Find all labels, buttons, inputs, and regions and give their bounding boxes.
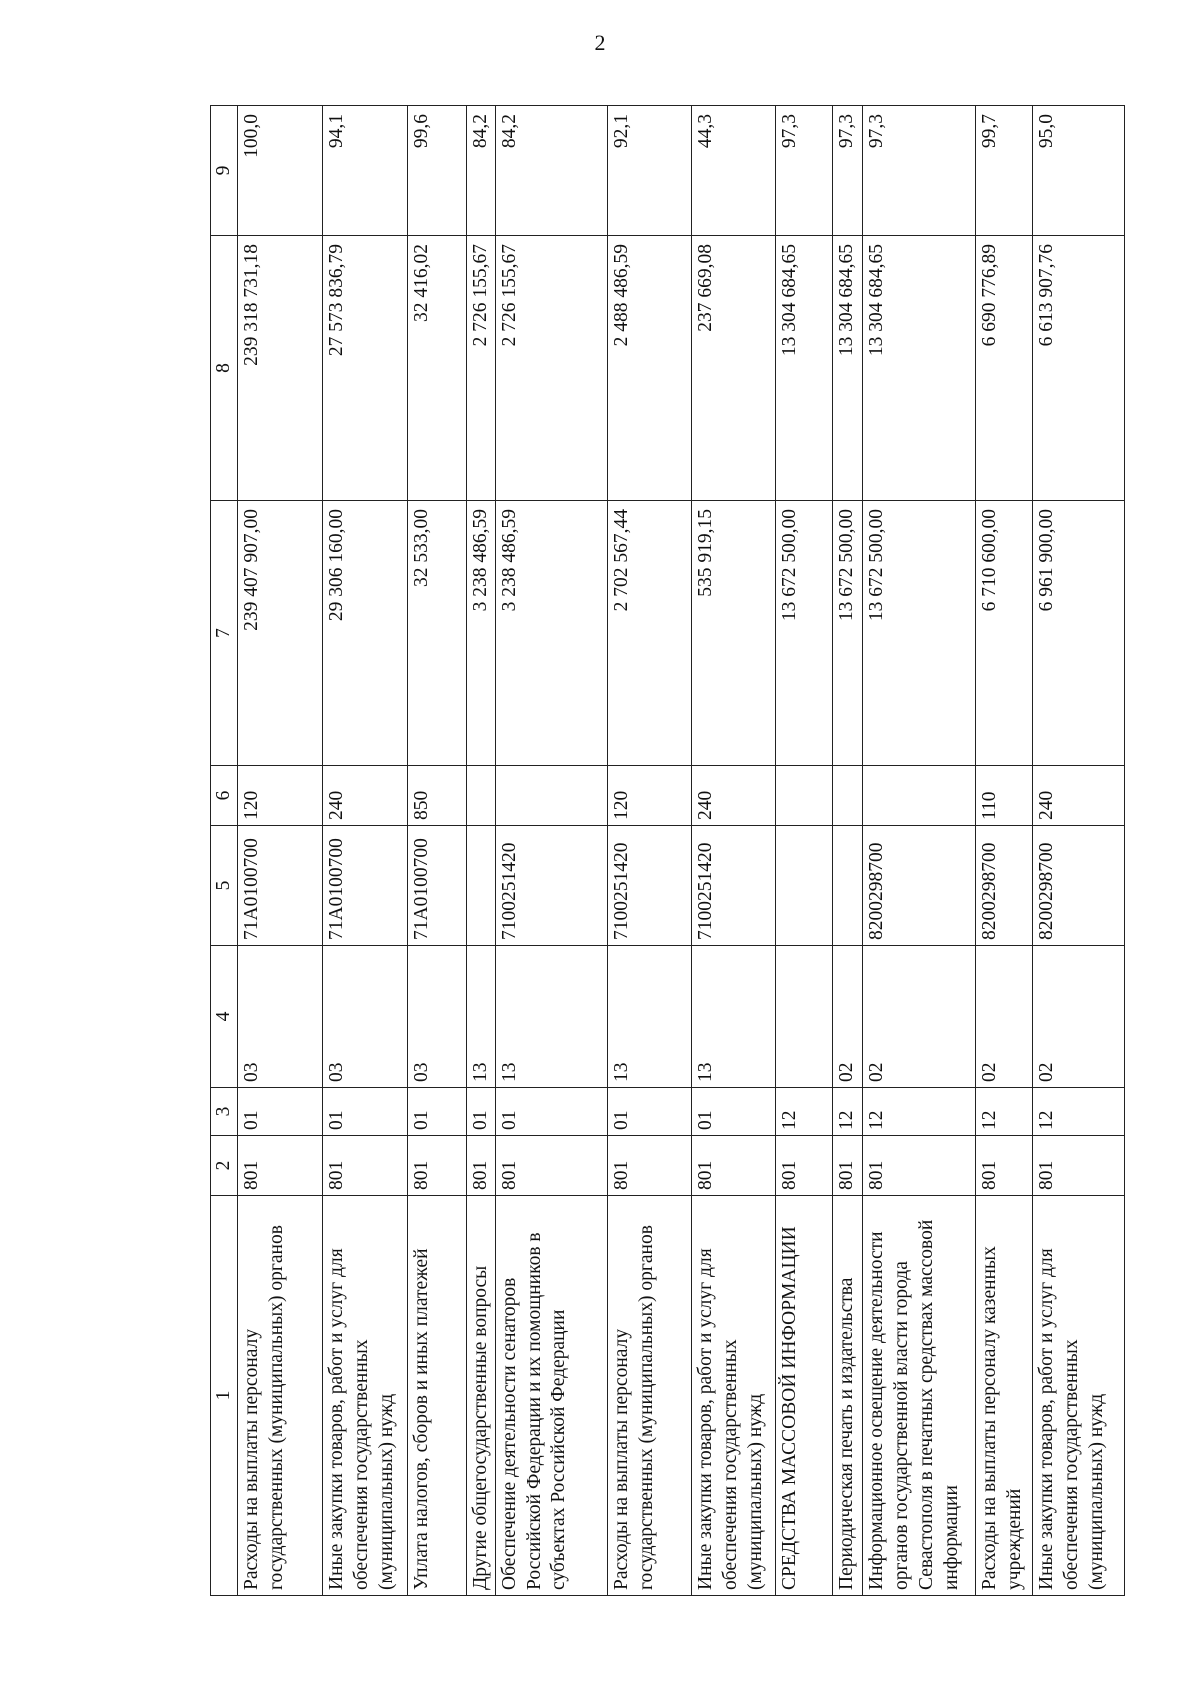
cell-subsection: 13 <box>607 946 691 1088</box>
cell-section: 01 <box>692 1088 776 1136</box>
cell-admin-code: 801 <box>323 1136 408 1196</box>
cell-percent: 84,2 <box>466 106 495 236</box>
cell-admin-code: 801 <box>863 1136 975 1196</box>
cell-section: 01 <box>238 1088 323 1136</box>
row-name: Расходы на выплаты персоналу государственных (муниципальных) органов <box>238 1196 323 1596</box>
cell-expense-type: 240 <box>1032 766 1124 826</box>
row-name: Иные закупки товаров, работ и услуг для обеспечения государственных (муниципальных) нужд <box>1032 1196 1124 1596</box>
cell-actual: 32 416,02 <box>408 236 466 501</box>
cell-target-code: 7100251420 <box>607 826 691 946</box>
header-cell: 1 <box>211 1196 238 1596</box>
cell-actual: 2 726 155,67 <box>466 236 495 501</box>
cell-plan: 13 672 500,00 <box>776 501 833 766</box>
header-cell: 6 <box>211 766 238 826</box>
header-cell: 7 <box>211 501 238 766</box>
row-name: СРЕДСТВА МАССОВОЙ ИНФОРМАЦИИ <box>776 1196 833 1596</box>
cell-section: 12 <box>975 1088 1032 1136</box>
header-cell: 4 <box>211 946 238 1088</box>
cell-expense-type: 240 <box>692 766 776 826</box>
table-row <box>238 106 323 1596</box>
row-name: Уплата налогов, сборов и иных платежей <box>408 1196 466 1596</box>
cell-percent: 94,1 <box>323 106 408 236</box>
cell-percent: 92,1 <box>607 106 691 236</box>
cell-actual: 13 304 684,65 <box>833 236 863 501</box>
rotated-table-container <box>210 106 1125 1596</box>
table-row <box>833 106 863 1596</box>
cell-plan: 2 702 567,44 <box>607 501 691 766</box>
cell-expense-type <box>833 766 863 826</box>
cell-expense-type <box>495 766 607 826</box>
cell-plan: 29 306 160,00 <box>323 501 408 766</box>
header-cell: 2 <box>211 1136 238 1196</box>
cell-target-code: 7100251420 <box>692 826 776 946</box>
cell-section: 12 <box>833 1088 863 1136</box>
cell-percent: 97,3 <box>776 106 833 236</box>
table-row <box>692 106 776 1596</box>
table-row <box>975 106 1032 1596</box>
cell-plan: 6 710 600,00 <box>975 501 1032 766</box>
budget-table <box>210 105 1125 1596</box>
cell-target-code <box>833 826 863 946</box>
cell-actual: 2 726 155,67 <box>495 236 607 501</box>
cell-percent: 100,0 <box>238 106 323 236</box>
cell-actual: 13 304 684,65 <box>863 236 975 501</box>
cell-target-code: 8200298700 <box>1032 826 1124 946</box>
cell-percent: 84,2 <box>495 106 607 236</box>
cell-section: 01 <box>466 1088 495 1136</box>
header-cell: 8 <box>211 236 238 501</box>
row-name: Периодическая печать и издательства <box>833 1196 863 1596</box>
cell-admin-code: 801 <box>238 1136 323 1196</box>
cell-subsection: 13 <box>466 946 495 1088</box>
cell-subsection: 03 <box>238 946 323 1088</box>
cell-expense-type: 120 <box>607 766 691 826</box>
cell-subsection: 02 <box>975 946 1032 1088</box>
header-row <box>211 106 238 1596</box>
cell-expense-type: 110 <box>975 766 1032 826</box>
page-number: 2 <box>594 30 606 55</box>
row-name: Расходы на выплаты персоналу казенных учреждений <box>975 1196 1032 1596</box>
cell-percent: 95,0 <box>1032 106 1124 236</box>
cell-percent: 44,3 <box>692 106 776 236</box>
table-row <box>1032 106 1124 1596</box>
cell-plan: 3 238 486,59 <box>495 501 607 766</box>
cell-subsection: 03 <box>408 946 466 1088</box>
cell-actual: 6 690 776,89 <box>975 236 1032 501</box>
header-cell: 3 <box>211 1088 238 1136</box>
cell-section: 01 <box>495 1088 607 1136</box>
cell-actual: 6 613 907,76 <box>1032 236 1124 501</box>
cell-plan: 239 407 907,00 <box>238 501 323 766</box>
cell-percent: 99,6 <box>408 106 466 236</box>
cell-percent: 99,7 <box>975 106 1032 236</box>
cell-plan: 535 919,15 <box>692 501 776 766</box>
cell-section: 12 <box>1032 1088 1124 1136</box>
cell-section: 01 <box>607 1088 691 1136</box>
cell-percent: 97,3 <box>863 106 975 236</box>
row-name: Иные закупки товаров, работ и услуг для обеспечения государственных (муниципальных) нужд <box>692 1196 776 1596</box>
header-cell: 9 <box>211 106 238 236</box>
cell-plan: 13 672 500,00 <box>863 501 975 766</box>
cell-target-code: 71А0100700 <box>323 826 408 946</box>
cell-percent: 97,3 <box>833 106 863 236</box>
cell-expense-type: 240 <box>323 766 408 826</box>
row-name: Расходы на выплаты персоналу государственных (муниципальных) органов <box>607 1196 691 1596</box>
row-name: Информационное освещение деятельности органов государственной власти города Севастополя в печатных средствах массовой информации <box>863 1196 975 1596</box>
cell-subsection: 02 <box>1032 946 1124 1088</box>
cell-admin-code: 801 <box>495 1136 607 1196</box>
cell-expense-type <box>863 766 975 826</box>
cell-target-code <box>466 826 495 946</box>
cell-expense-type <box>776 766 833 826</box>
cell-expense-type: 120 <box>238 766 323 826</box>
cell-plan: 6 961 900,00 <box>1032 501 1124 766</box>
table-row <box>408 106 466 1596</box>
table-row <box>323 106 408 1596</box>
cell-target-code: 71А0100700 <box>238 826 323 946</box>
cell-section: 12 <box>863 1088 975 1136</box>
cell-section: 01 <box>408 1088 466 1136</box>
row-name: Другие общегосударственные вопросы <box>466 1196 495 1596</box>
cell-admin-code: 801 <box>1032 1136 1124 1196</box>
table-row <box>776 106 833 1596</box>
cell-target-code <box>776 826 833 946</box>
table-row <box>495 106 607 1596</box>
cell-actual: 2 488 486,59 <box>607 236 691 501</box>
cell-actual: 27 573 836,79 <box>323 236 408 501</box>
cell-plan: 13 672 500,00 <box>833 501 863 766</box>
cell-expense-type <box>466 766 495 826</box>
cell-subsection: 02 <box>833 946 863 1088</box>
cell-admin-code: 801 <box>607 1136 691 1196</box>
table-row <box>466 106 495 1596</box>
cell-plan: 32 533,00 <box>408 501 466 766</box>
cell-target-code: 71А0100700 <box>408 826 466 946</box>
row-name: Иные закупки товаров, работ и услуг для обеспечения государственных (муниципальных) нужд <box>323 1196 408 1596</box>
cell-admin-code: 801 <box>466 1136 495 1196</box>
cell-actual: 239 318 731,18 <box>238 236 323 501</box>
cell-admin-code: 801 <box>776 1136 833 1196</box>
cell-expense-type: 850 <box>408 766 466 826</box>
table-row <box>607 106 691 1596</box>
header-cell: 5 <box>211 826 238 946</box>
cell-admin-code: 801 <box>692 1136 776 1196</box>
cell-actual: 237 669,08 <box>692 236 776 501</box>
cell-plan: 3 238 486,59 <box>466 501 495 766</box>
cell-admin-code: 801 <box>408 1136 466 1196</box>
cell-target-code: 8200298700 <box>975 826 1032 946</box>
cell-admin-code: 801 <box>833 1136 863 1196</box>
cell-admin-code: 801 <box>975 1136 1032 1196</box>
cell-subsection: 02 <box>863 946 975 1088</box>
table-row <box>863 106 975 1596</box>
cell-target-code: 7100251420 <box>495 826 607 946</box>
cell-subsection <box>776 946 833 1088</box>
row-name: Обеспечение деятельности сенаторов Российской Федерации и их помощников в субъектах Российской Федерации <box>495 1196 607 1596</box>
cell-subsection: 03 <box>323 946 408 1088</box>
cell-section: 01 <box>323 1088 408 1136</box>
cell-subsection: 13 <box>495 946 607 1088</box>
cell-target-code: 8200298700 <box>863 826 975 946</box>
cell-actual: 13 304 684,65 <box>776 236 833 501</box>
cell-subsection: 13 <box>692 946 776 1088</box>
cell-section: 12 <box>776 1088 833 1136</box>
